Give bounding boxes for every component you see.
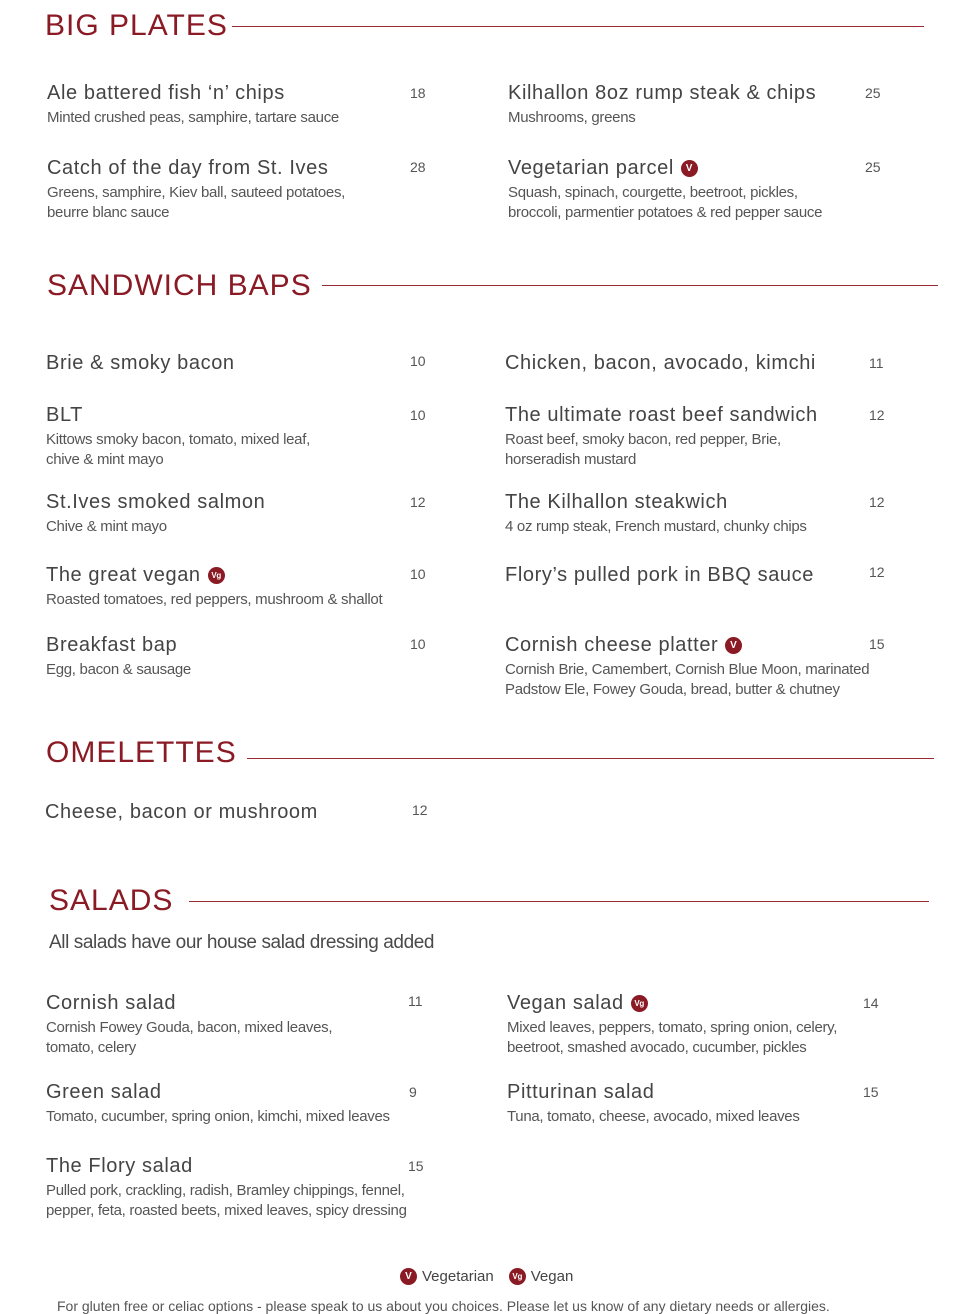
item-price: 18 — [410, 85, 426, 101]
menu-item-cheese-platter — [505, 633, 925, 700]
item-name: Brie & smoky bacon — [46, 352, 235, 374]
section-rule-omelettes — [247, 758, 934, 759]
item-price: 28 — [410, 159, 426, 175]
menu-item-brie-bacon — [46, 351, 446, 375]
item-description: Minted crushed peas, samphire, tartare sauce — [47, 109, 339, 126]
section-rule-sandwich-baps — [322, 285, 938, 286]
vegan-badge-icon: Vg — [631, 995, 648, 1012]
item-description: Egg, bacon & sausage — [46, 661, 191, 678]
menu-item-fish-and-chips — [47, 81, 447, 128]
menu-item-great-vegan — [46, 563, 446, 610]
item-name: The great vegan Vg — [46, 563, 446, 587]
item-description: Mushrooms, greens — [508, 109, 636, 126]
item-price: 15 — [408, 1158, 424, 1174]
item-price: 15 — [869, 636, 885, 652]
item-name: Flory’s pulled pork in BBQ sauce — [505, 564, 814, 586]
item-name: St.Ives smoked salmon — [46, 491, 266, 513]
menu-item-vegan-salad — [507, 991, 907, 1058]
item-name: Vegan salad Vg — [507, 991, 907, 1015]
item-price: 15 — [863, 1084, 879, 1100]
item-name: Chicken, bacon, avocado, kimchi — [505, 352, 816, 374]
menu-item-flory-salad — [46, 1154, 466, 1221]
item-price: 14 — [863, 995, 879, 1011]
item-name: Green salad — [46, 1081, 162, 1103]
section-title-big-plates: BIG PLATES — [45, 9, 228, 42]
menu-item-chicken-bacon — [505, 351, 905, 375]
section-title-sandwich-baps: SANDWICH BAPS — [47, 269, 312, 302]
section-rule-salads — [189, 901, 929, 902]
item-price: 9 — [409, 1084, 417, 1100]
item-description: Tomato, cucumber, spring onion, kimchi, mixed leaves — [46, 1108, 390, 1125]
menu-item-steakwich — [505, 490, 905, 537]
item-name: Cornish salad — [46, 992, 177, 1014]
item-price: 12 — [410, 494, 426, 510]
item-description: Kittows smoky bacon, tomato, mixed leaf, chive & mint mayo — [46, 431, 310, 468]
menu-item-catch-of-the-day — [47, 156, 447, 223]
item-name: Cheese, bacon or mushroom — [45, 801, 318, 823]
item-name: Pitturinan salad — [507, 1081, 655, 1103]
menu-item-pulled-pork — [505, 563, 905, 587]
section-title-omelettes: OMELETTES — [46, 736, 237, 769]
menu-item-breakfast-bap — [46, 633, 446, 680]
item-name: BLT — [46, 404, 83, 426]
menu-item-green-salad — [46, 1080, 446, 1127]
menu-item-blt — [46, 403, 446, 470]
item-name: Vegetarian parcel V — [508, 156, 908, 180]
item-price: 12 — [869, 564, 885, 580]
item-price: 12 — [869, 494, 885, 510]
item-price: 11 — [869, 355, 884, 371]
item-description: Squash, spinach, courgette, beetroot, pickles, broccoli, parmentier potatoes & red pepper sauce — [508, 184, 823, 221]
salads-dressing-note: All salads have our house salad dressing added — [49, 932, 435, 953]
menu-item-vegetarian-parcel — [508, 156, 908, 223]
item-description: Chive & mint mayo — [46, 518, 167, 535]
item-name: Kilhallon 8oz rump steak & chips — [508, 82, 817, 104]
item-name: Cornish cheese platter V — [505, 633, 925, 657]
item-price: 12 — [869, 407, 885, 423]
dietary-legend — [400, 1268, 588, 1285]
item-description: Pulled pork, crackling, radish, Bramley chippings, fennel, pepper, feta, roasted beets, mixed leaves, spicy dressing — [46, 1182, 407, 1219]
item-name: The Kilhallon steakwich — [505, 491, 728, 513]
legend-vegan-label: Vegan — [530, 1268, 574, 1285]
item-description: Tuna, tomato, cheese, avocado, mixed leaves — [507, 1108, 800, 1125]
section-rule-big-plates — [232, 26, 924, 27]
item-description: Cornish Brie, Camembert, Cornish Blue Moon, marinated Padstow Ele, Fowey Gouda, bread, butter & chutney — [505, 661, 870, 698]
item-price: 12 — [412, 802, 428, 818]
section-title-salads: SALADS — [49, 884, 174, 917]
menu-item-pitturinan-salad — [507, 1080, 907, 1127]
item-price: 10 — [410, 353, 426, 369]
item-name: Breakfast bap — [46, 634, 178, 656]
item-price: 10 — [410, 636, 426, 652]
vegan-badge-icon: Vg — [509, 1268, 526, 1285]
item-description: Greens, samphire, Kiev ball, sauteed potatoes, beurre blanc sauce — [47, 184, 346, 221]
item-name: Ale battered fish ‘n’ chips — [47, 82, 285, 104]
legend-vegan — [509, 1268, 574, 1285]
vegetarian-badge-icon: V — [400, 1268, 417, 1285]
menu-item-roast-beef-sandwich — [505, 403, 905, 470]
vegetarian-badge-icon: V — [725, 637, 742, 654]
item-name: The ultimate roast beef sandwich — [505, 404, 818, 426]
item-name: Catch of the day from St. Ives — [47, 157, 329, 179]
vegan-badge-icon: Vg — [208, 567, 225, 584]
legend-vegetarian — [400, 1268, 494, 1285]
menu-item-omelette — [45, 800, 445, 824]
item-price: 25 — [865, 85, 881, 101]
item-price: 10 — [410, 566, 426, 582]
item-price: 10 — [410, 407, 426, 423]
legend-vegetarian-label: Vegetarian — [422, 1268, 494, 1285]
vegetarian-badge-icon: V — [681, 160, 698, 177]
menu-item-cornish-salad — [46, 991, 446, 1058]
menu-item-rump-steak — [508, 81, 908, 128]
dietary-footer-note: For gluten free or celiac options - please speak to us about you choices. Please let us know of any dietary needs or allergies. — [57, 1298, 830, 1314]
item-price: 25 — [865, 159, 881, 175]
item-description: 4 oz rump steak, French mustard, chunky chips — [505, 518, 807, 535]
item-description: Roasted tomatoes, red peppers, mushroom & shallot — [46, 591, 383, 608]
item-price: 11 — [408, 993, 423, 1009]
item-description: Mixed leaves, peppers, tomato, spring onion, celery, beetroot, smashed avocado, cucumber, pickles — [507, 1019, 838, 1056]
item-description: Roast beef, smoky bacon, red pepper, Brie, horseradish mustard — [505, 431, 781, 468]
item-description: Cornish Fowey Gouda, bacon, mixed leaves, tomato, celery — [46, 1019, 333, 1056]
item-name: The Flory salad — [46, 1155, 193, 1177]
menu-item-smoked-salmon — [46, 490, 446, 537]
